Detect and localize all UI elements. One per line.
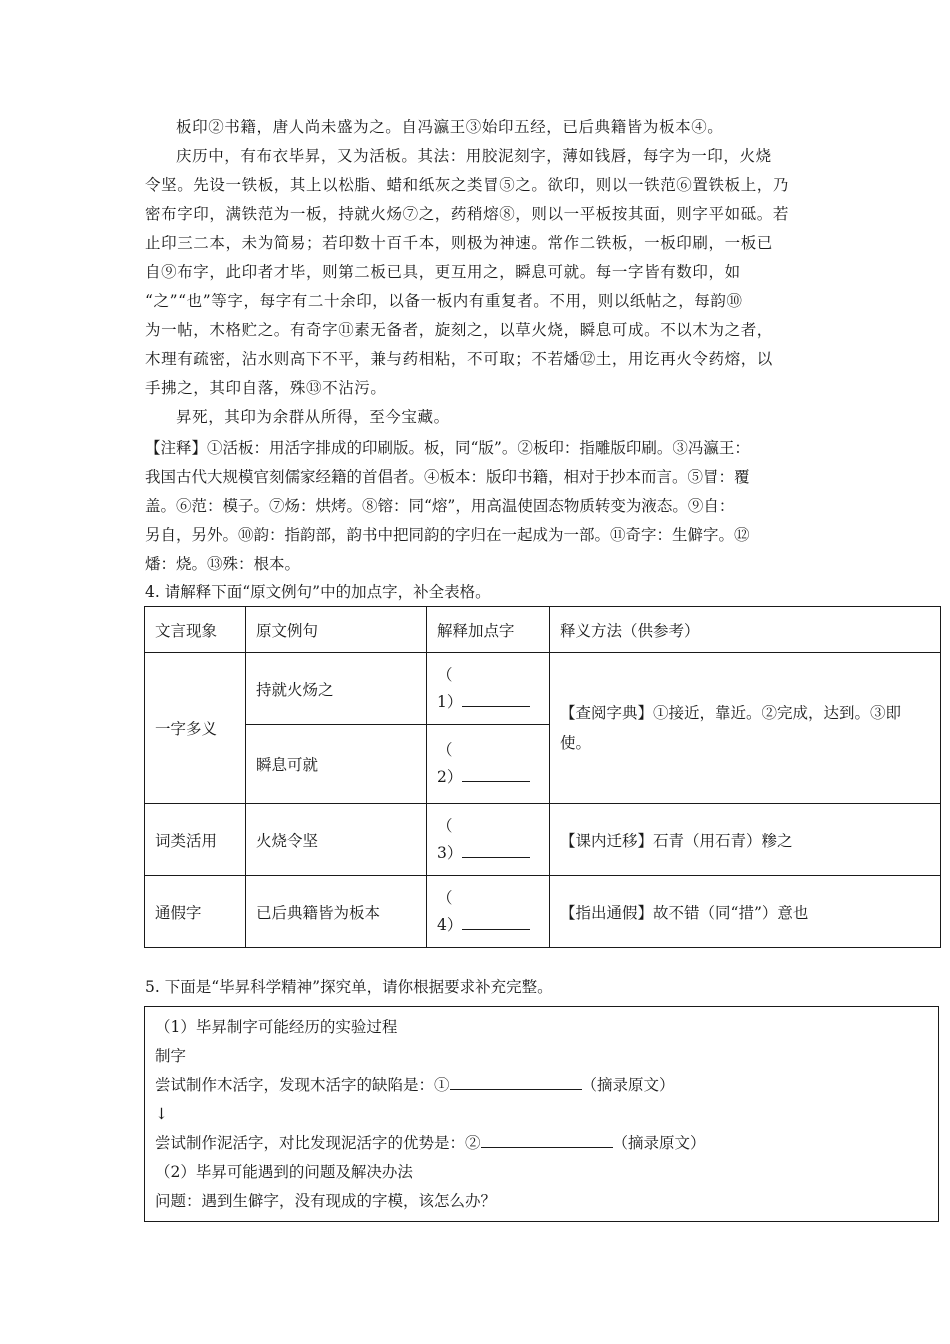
method-cell <box>550 876 941 948</box>
method-cell: 【查阅字典】①接近，靠近。②完成，达到。③即使。 <box>550 653 941 804</box>
inquiry-line: 制字 <box>155 1047 187 1065</box>
passage-line: 木理有疏密，沾水则高下不平，兼与药相粘，不可取；不若燔⑫土，用讫再火令药熔，以 <box>145 350 773 368</box>
question-5-title: 5. 下面是“毕昇科学精神”探究单，请你根据要求补充完整。 <box>145 978 553 996</box>
sentence-cell: 持就火炀之 <box>246 653 427 725</box>
passage-paragraph: 昇死，其印为余群从所得，至今宝藏。 <box>176 408 450 426</box>
answer-blank[interactable] <box>462 767 530 782</box>
table-header-cell: 原文例句 <box>246 607 427 653</box>
inquiry-line: （1）毕昇制字可能经历的实验过程 <box>155 1018 398 1036</box>
passage-line: 手拂之，其印自落，殊⑬不沾污。 <box>145 379 387 397</box>
phenomenon-cell: 通假字 <box>145 876 246 948</box>
note-line: 另自，另外。⑩韵：指韵部，韵书中把同韵的字归在一起成为一部。⑪奇字：生僻字。⑫ <box>145 526 750 544</box>
inquiry-prompt: 尝试制作泥活字，对比发现泥活字的优势是：② <box>155 1134 481 1152</box>
answer-blank[interactable] <box>462 843 530 858</box>
passage-paragraph: 板印②书籍，唐人尚未盛为之。自冯瀛王③始印五经，已后典籍皆为板本④。 <box>176 118 724 136</box>
open-paren: （ <box>437 816 453 835</box>
answer-cell <box>427 725 550 804</box>
open-paren: （ <box>437 888 453 907</box>
passage-line: 令坚。先设一铁板，其上以松脂、蜡和纸灰之类冒⑤之。欲印，则以一铁范⑥置铁板上，乃 <box>145 176 790 194</box>
table-header-cell: 文言现象 <box>145 607 246 653</box>
passage-line: 止印三二本，未为简易；若印数十百千本，则极为神速。常作二铁板，一板印刷，一板已 <box>145 234 773 252</box>
sentence-cell: 已后典籍皆为板本 <box>246 876 427 948</box>
open-paren: （ <box>437 665 453 684</box>
table-header-cell: 释义方法（供参考） <box>550 607 941 653</box>
inquiry-line <box>155 1071 928 1100</box>
question-4-table <box>144 606 941 948</box>
passage-line: 庆历中，有布衣毕昇，又为活板。其法：用胶泥刻字，薄如钱唇，每字为一印，火烧 <box>176 147 772 165</box>
passage-line: 自⑨布字，此印者才毕，则第二板已具，更互用之，瞬息可就。每一字皆有数印，如 <box>145 263 741 281</box>
sentence-cell: 火烧令坚 <box>246 804 427 876</box>
method-tag: 【指出通假】 <box>560 903 654 922</box>
table-header-cell: 解释加点字 <box>427 607 550 653</box>
answer-cell <box>427 876 550 948</box>
open-paren: （ <box>437 741 453 759</box>
answer-blank[interactable] <box>462 692 530 707</box>
method-text: 故不错（同“措”）意也 <box>653 903 809 922</box>
note-line: 盖。⑥范：模子。⑦炀：烘烤。⑧镕：同“熔”，用高温使固态物质转变为液态。⑨自： <box>145 497 735 515</box>
passage-line: “之”“也”等字，每字有二十余印，以备一板内有重复者。不用，则以纸帖之，每韵⑩ <box>145 292 743 310</box>
answer-number: 2） <box>437 768 463 786</box>
note-line: 燔：烧。⑬殊：根本。 <box>145 555 301 573</box>
answer-blank[interactable] <box>481 1133 613 1148</box>
classical-passage <box>145 113 805 432</box>
table-header-row <box>145 607 941 653</box>
table-row <box>145 653 941 725</box>
inquiry-suffix: （摘录原文） <box>612 1134 706 1152</box>
passage-line: 密布字印，满铁范为一板，持就火炀⑦之，药稍熔⑧，则以一平板按其面，则字平如砥。若 <box>145 205 790 223</box>
method-tag: 【课内迁移】 <box>560 831 654 850</box>
answer-blank[interactable] <box>462 915 530 930</box>
question-4-title: 4. 请解释下面“原文例句”中的加点字，补全表格。 <box>145 583 491 601</box>
phenomenon-cell: 词类活用 <box>145 804 246 876</box>
method-cell <box>550 804 941 876</box>
sentence-cell: 瞬息可就 <box>246 725 427 804</box>
answer-cell <box>427 653 550 725</box>
answer-cell <box>427 804 550 876</box>
passage-line: 为一帖，木格贮之。有奇字⑪素无备者，旋刻之，以草火烧，瞬息可成。不以木为之者， <box>145 321 773 339</box>
method-text: 石青（用石青）糁之 <box>653 831 793 850</box>
answer-blank[interactable] <box>450 1075 582 1090</box>
annotation-notes <box>145 434 805 579</box>
inquiry-line: 问题：遇到生僻字，没有现成的字模，该怎么办？ <box>155 1192 497 1210</box>
inquiry-prompt: 尝试制作木活字，发现木活字的缺陷是：① <box>155 1076 450 1094</box>
answer-number: 1） <box>437 692 463 711</box>
note-line: 【注释】①活板：用活字排成的印刷版。板，同“版”。②板印：指雕版印刷。③冯瀛王： <box>145 439 750 457</box>
phenomenon-cell: 一字多义 <box>145 653 246 804</box>
table-row <box>145 876 941 948</box>
inquiry-sheet-box <box>144 1006 939 1222</box>
answer-number: 3） <box>437 843 463 862</box>
down-arrow-icon: ↓ <box>155 1105 168 1123</box>
note-line: 我国古代大规模官刻儒家经籍的首倡者。④板本：版印书籍，相对于抄本而言。⑤冒：覆 <box>145 468 750 486</box>
answer-number: 4） <box>437 915 463 934</box>
table-row <box>145 804 941 876</box>
inquiry-line <box>155 1129 928 1158</box>
inquiry-line: （2）毕昇可能遇到的问题及解决办法 <box>155 1163 413 1181</box>
inquiry-suffix: （摘录原文） <box>581 1076 675 1094</box>
